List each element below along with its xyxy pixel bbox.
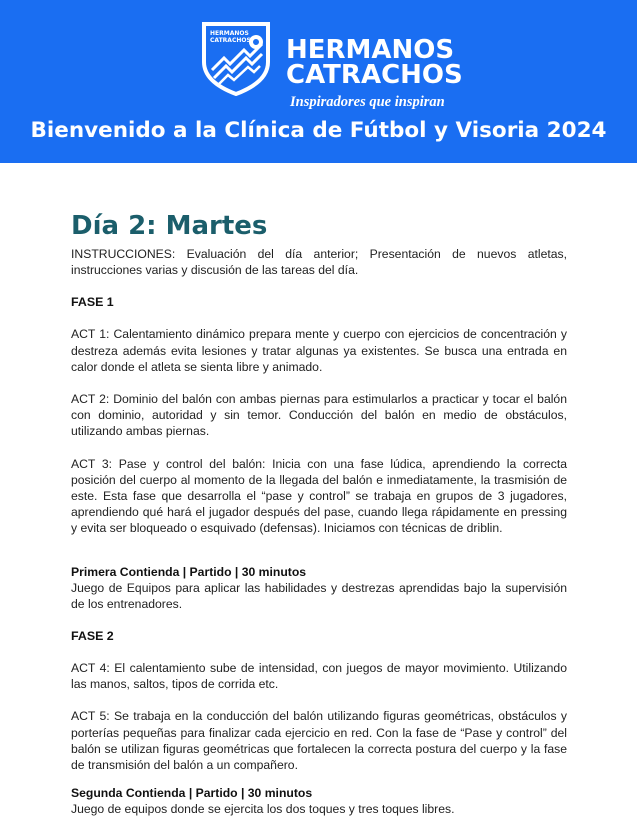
act-3-paragraph: ACT 3: Pase y control del balón: Inicia con una fase lúdica, aprendiendo la correcta posición del cuerpo al momento de la llegada del balón e inmediatamente, la trasmisión de este. Esta fase que desarrolla el “pase y control” se trabaja en grupos de 3 jugadores, aprendiendo qué hará el jugador después del pase, cuando llega rápidamente en pressing y evita ser bloqueado o esquivado (defensas). Iniciamos con técnicas de driblin.: [71, 456, 567, 536]
act-2-paragraph: ACT 2: Dominio del balón con ambas piernas para estimularlos a practicar y tocar el balón con dominio, autoridad y sin temor. Conducción del balón en medio de obstáculos, utilizando ambas piernas.: [71, 392, 567, 439]
day-title: Día 2: Martes: [71, 211, 268, 241]
contest-2-paragraph: Juego de equipos donde se ejercita los dos toques y tres toques libres.: [71, 802, 455, 817]
contest-1-paragraph: Juego de Equipos para aplicar las habilidades y destrezas aprendidas bajo la supervisión de los entrenadores.: [71, 580, 567, 611]
brand-name: [286, 35, 463, 90]
act-1-paragraph: ACT 1: Calentamiento dinámico prepara mente y cuerpo con ejercicios de concentración y destreza además evita lesiones y tratar algunas ya existentes. Se busca una entrada en calor donde el atleta se sienta libre y animado.: [71, 327, 567, 374]
act-4-paragraph: ACT 4: El calentamiento sube de intensidad, con juegos de mayor movimiento. Utilizando las manos, saltos, tipos de corrida etc.: [71, 661, 567, 692]
brand-line-2: CATRACHOS: [286, 60, 463, 90]
logo-small-text-2: CATRACHOS: [210, 37, 251, 44]
contest-2-heading: Segunda Contienda | Partido | 30 minutos: [71, 786, 313, 801]
brand-tagline: Inspiradores que inspiran: [290, 94, 445, 110]
act-5-paragraph: ACT 5: Se trabaja en la conducción del balón utilizando figuras geométricas, obstáculos y porterías pequeñas para finalizar cada ejercicio en red. Con la fase de “Pase y control” del balón se utilizan figuras geométricas que fortalecen la correcta postura del cuerpo y la fase de transmisión del balón a un compañero.: [71, 709, 567, 773]
instructions-paragraph: INSTRUCCIONES: Evaluación del día anterior; Presentación de nuevos atletas, instrucciones varias y discusión de las tareas del día.: [71, 247, 567, 278]
welcome-title: Bienvenido a la Clínica de Fútbol y Visoria 2024: [30, 118, 607, 143]
logo-small-text-1: HERMANOS: [210, 30, 249, 37]
header-banner: [0, 0, 637, 163]
contest-1-heading: Primera Contienda | Partido | 30 minutos: [71, 564, 307, 579]
phase-2-heading: FASE 2: [71, 629, 114, 644]
document-body: [71, 210, 567, 817]
phase-1-heading: FASE 1: [71, 295, 114, 310]
shield-logo-icon: [200, 22, 272, 96]
brand-line-1: HERMANOS: [286, 35, 455, 65]
